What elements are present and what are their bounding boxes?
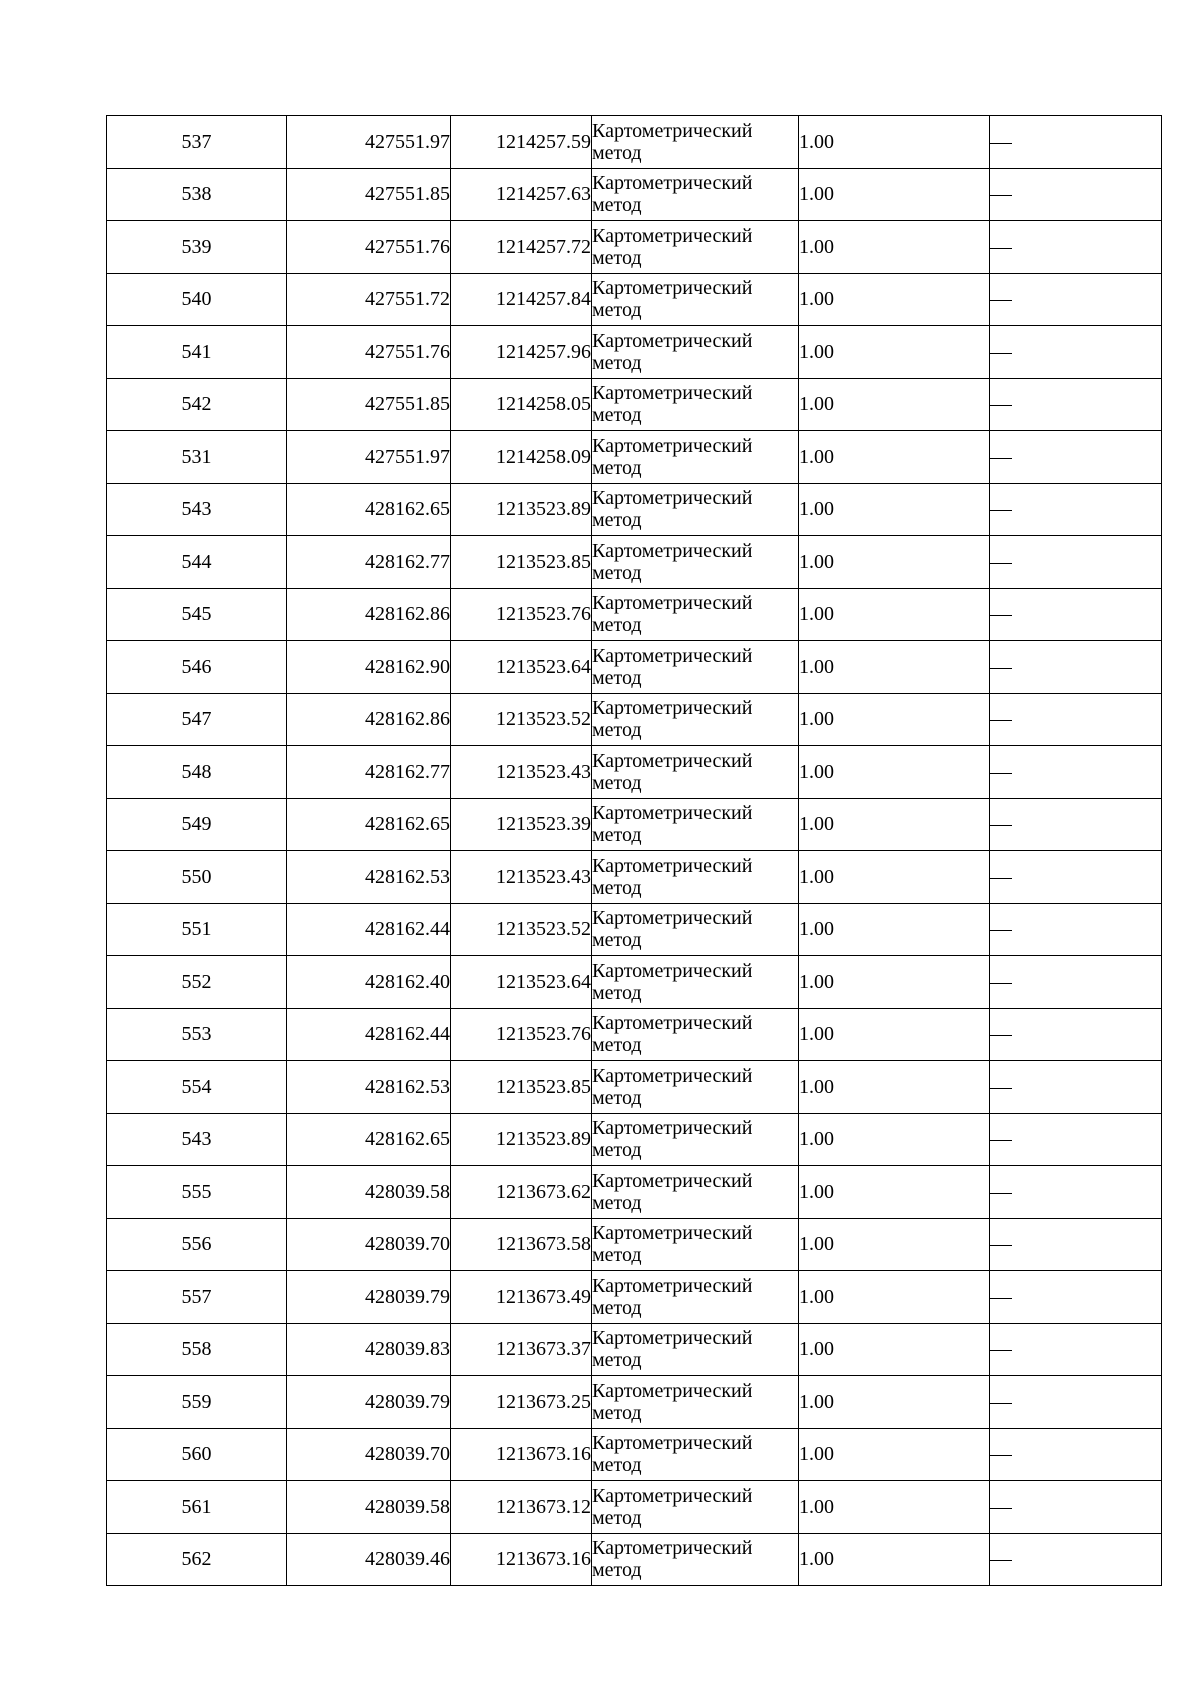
accuracy-cell: 1.00 bbox=[799, 903, 990, 956]
point-number-cell: 558 bbox=[107, 1323, 287, 1376]
point-number-cell: 548 bbox=[107, 746, 287, 799]
method-line-2: метод bbox=[592, 981, 642, 1004]
description-cell bbox=[990, 1061, 1162, 1114]
table-row bbox=[107, 1323, 1162, 1376]
method-line-1: Картометрический bbox=[592, 1222, 753, 1245]
table-row bbox=[107, 1113, 1162, 1166]
method-line-2: метод bbox=[592, 1506, 642, 1529]
table-row bbox=[107, 1376, 1162, 1429]
table-row bbox=[107, 431, 1162, 484]
accuracy-cell: 1.00 bbox=[799, 431, 990, 484]
x-coordinate-cell: 428039.79 bbox=[287, 1376, 451, 1429]
method-cell bbox=[592, 1428, 799, 1481]
method-line-2: метод bbox=[592, 1559, 642, 1582]
y-coordinate-cell: 1213523.85 bbox=[451, 1061, 592, 1114]
method-line-1: Картометрический bbox=[592, 907, 753, 930]
dash-mark bbox=[990, 825, 1012, 826]
point-number-cell: 557 bbox=[107, 1271, 287, 1324]
method-cell bbox=[592, 693, 799, 746]
description-cell bbox=[990, 798, 1162, 851]
x-coordinate-cell: 427551.72 bbox=[287, 273, 451, 326]
description-cell bbox=[990, 956, 1162, 1009]
table-row bbox=[107, 746, 1162, 799]
point-number-cell: 545 bbox=[107, 588, 287, 641]
y-coordinate-cell: 1213673.37 bbox=[451, 1323, 592, 1376]
x-coordinate-cell: 427551.85 bbox=[287, 168, 451, 221]
dash-mark bbox=[990, 1350, 1012, 1351]
accuracy-cell: 1.00 bbox=[799, 1323, 990, 1376]
y-coordinate-cell: 1213523.85 bbox=[451, 536, 592, 589]
table-row bbox=[107, 221, 1162, 274]
point-number-cell: 555 bbox=[107, 1166, 287, 1219]
table-row bbox=[107, 1428, 1162, 1481]
accuracy-cell: 1.00 bbox=[799, 1166, 990, 1219]
dash-mark bbox=[990, 720, 1012, 721]
table-row bbox=[107, 693, 1162, 746]
method-line-2: метод bbox=[592, 299, 642, 322]
table-row bbox=[107, 798, 1162, 851]
table-row bbox=[107, 1271, 1162, 1324]
point-number-cell: 538 bbox=[107, 168, 287, 221]
y-coordinate-cell: 1213523.64 bbox=[451, 956, 592, 1009]
table-row bbox=[107, 851, 1162, 904]
method-line-1: Картометрический bbox=[592, 224, 753, 247]
dash-mark bbox=[990, 1403, 1012, 1404]
method-line-1: Картометрический bbox=[592, 1117, 753, 1140]
method-line-1: Картометрический bbox=[592, 1537, 753, 1560]
method-cell bbox=[592, 1166, 799, 1219]
y-coordinate-cell: 1213673.62 bbox=[451, 1166, 592, 1219]
method-cell bbox=[592, 956, 799, 1009]
description-cell bbox=[990, 1008, 1162, 1061]
method-line-2: метод bbox=[592, 1454, 642, 1477]
x-coordinate-cell: 428162.90 bbox=[287, 641, 451, 694]
point-number-cell: 554 bbox=[107, 1061, 287, 1114]
method-cell bbox=[592, 588, 799, 641]
method-line-1: Картометрический bbox=[592, 329, 753, 352]
point-number-cell: 549 bbox=[107, 798, 287, 851]
accuracy-cell: 1.00 bbox=[799, 1533, 990, 1586]
point-number-cell: 547 bbox=[107, 693, 287, 746]
table-row bbox=[107, 641, 1162, 694]
accuracy-cell: 1.00 bbox=[799, 693, 990, 746]
accuracy-cell: 1.00 bbox=[799, 536, 990, 589]
description-cell bbox=[990, 851, 1162, 904]
x-coordinate-cell: 428162.86 bbox=[287, 693, 451, 746]
x-coordinate-cell: 428039.58 bbox=[287, 1166, 451, 1219]
description-cell bbox=[990, 903, 1162, 956]
method-cell bbox=[592, 1113, 799, 1166]
description-cell bbox=[990, 746, 1162, 799]
method-line-1: Картометрический bbox=[592, 1484, 753, 1507]
description-cell bbox=[990, 588, 1162, 641]
x-coordinate-cell: 428162.40 bbox=[287, 956, 451, 1009]
method-line-2: метод bbox=[592, 1034, 642, 1057]
y-coordinate-cell: 1213673.16 bbox=[451, 1428, 592, 1481]
accuracy-cell: 1.00 bbox=[799, 221, 990, 274]
dash-mark bbox=[990, 510, 1012, 511]
description-cell bbox=[990, 1166, 1162, 1219]
method-line-2: метод bbox=[592, 719, 642, 742]
x-coordinate-cell: 428039.70 bbox=[287, 1428, 451, 1481]
point-number-cell: 544 bbox=[107, 536, 287, 589]
method-line-2: метод bbox=[592, 929, 642, 952]
table-row bbox=[107, 273, 1162, 326]
description-cell bbox=[990, 1323, 1162, 1376]
y-coordinate-cell: 1213523.52 bbox=[451, 693, 592, 746]
method-line-2: метод bbox=[592, 1349, 642, 1372]
method-line-2: метод bbox=[592, 1191, 642, 1214]
method-cell bbox=[592, 1061, 799, 1114]
x-coordinate-cell: 427551.76 bbox=[287, 221, 451, 274]
x-coordinate-cell: 428162.65 bbox=[287, 1113, 451, 1166]
dash-mark bbox=[990, 1035, 1012, 1036]
point-number-cell: 556 bbox=[107, 1218, 287, 1271]
method-line-2: метод bbox=[592, 456, 642, 479]
method-line-1: Картометрический bbox=[592, 959, 753, 982]
x-coordinate-cell: 428039.58 bbox=[287, 1481, 451, 1534]
method-line-1: Картометрический bbox=[592, 119, 753, 142]
x-coordinate-cell: 428039.83 bbox=[287, 1323, 451, 1376]
y-coordinate-cell: 1213523.39 bbox=[451, 798, 592, 851]
description-cell bbox=[990, 536, 1162, 589]
method-line-1: Картометрический bbox=[592, 1012, 753, 1035]
y-coordinate-cell: 1214258.09 bbox=[451, 431, 592, 484]
point-number-cell: 560 bbox=[107, 1428, 287, 1481]
table-row bbox=[107, 116, 1162, 169]
dash-mark bbox=[990, 563, 1012, 564]
method-line-2: метод bbox=[592, 1244, 642, 1267]
point-number-cell: 543 bbox=[107, 1113, 287, 1166]
y-coordinate-cell: 1214258.05 bbox=[451, 378, 592, 431]
dash-mark bbox=[990, 615, 1012, 616]
method-line-1: Картометрический bbox=[592, 434, 753, 457]
table-row bbox=[107, 956, 1162, 1009]
method-line-2: метод bbox=[592, 876, 642, 899]
dash-mark bbox=[990, 878, 1012, 879]
method-line-1: Картометрический bbox=[592, 1327, 753, 1350]
method-cell bbox=[592, 273, 799, 326]
accuracy-cell: 1.00 bbox=[799, 1271, 990, 1324]
point-number-cell: 531 bbox=[107, 431, 287, 484]
method-cell bbox=[592, 903, 799, 956]
y-coordinate-cell: 1213523.52 bbox=[451, 903, 592, 956]
y-coordinate-cell: 1214257.96 bbox=[451, 326, 592, 379]
dash-mark bbox=[990, 1193, 1012, 1194]
description-cell bbox=[990, 1376, 1162, 1429]
dash-mark bbox=[990, 1298, 1012, 1299]
x-coordinate-cell: 428162.86 bbox=[287, 588, 451, 641]
x-coordinate-cell: 428162.44 bbox=[287, 1008, 451, 1061]
description-cell bbox=[990, 1428, 1162, 1481]
x-coordinate-cell: 427551.97 bbox=[287, 116, 451, 169]
accuracy-cell: 1.00 bbox=[799, 1481, 990, 1534]
method-line-1: Картометрический bbox=[592, 277, 753, 300]
method-cell bbox=[592, 483, 799, 536]
point-number-cell: 543 bbox=[107, 483, 287, 536]
method-cell bbox=[592, 1481, 799, 1534]
method-line-1: Картометрический bbox=[592, 1379, 753, 1402]
dash-mark bbox=[990, 405, 1012, 406]
method-line-2: метод bbox=[592, 509, 642, 532]
y-coordinate-cell: 1214257.63 bbox=[451, 168, 592, 221]
method-line-1: Картометрический bbox=[592, 592, 753, 615]
x-coordinate-cell: 428039.46 bbox=[287, 1533, 451, 1586]
method-cell bbox=[592, 378, 799, 431]
description-cell bbox=[990, 1113, 1162, 1166]
point-number-cell: 537 bbox=[107, 116, 287, 169]
accuracy-cell: 1.00 bbox=[799, 746, 990, 799]
description-cell bbox=[990, 641, 1162, 694]
x-coordinate-cell: 428162.65 bbox=[287, 798, 451, 851]
x-coordinate-cell: 428162.77 bbox=[287, 746, 451, 799]
method-cell bbox=[592, 431, 799, 484]
description-cell bbox=[990, 483, 1162, 536]
method-cell bbox=[592, 1008, 799, 1061]
accuracy-cell: 1.00 bbox=[799, 798, 990, 851]
accuracy-cell: 1.00 bbox=[799, 1428, 990, 1481]
method-line-2: метод bbox=[592, 1139, 642, 1162]
description-cell bbox=[990, 221, 1162, 274]
method-cell bbox=[592, 221, 799, 274]
description-cell bbox=[990, 1218, 1162, 1271]
description-cell bbox=[990, 273, 1162, 326]
y-coordinate-cell: 1213523.43 bbox=[451, 746, 592, 799]
point-number-cell: 551 bbox=[107, 903, 287, 956]
x-coordinate-cell: 427551.85 bbox=[287, 378, 451, 431]
dash-mark bbox=[990, 1560, 1012, 1561]
x-coordinate-cell: 428162.44 bbox=[287, 903, 451, 956]
x-coordinate-cell: 428162.53 bbox=[287, 851, 451, 904]
dash-mark bbox=[990, 195, 1012, 196]
point-number-cell: 559 bbox=[107, 1376, 287, 1429]
method-cell bbox=[592, 116, 799, 169]
method-line-1: Картометрический bbox=[592, 1274, 753, 1297]
x-coordinate-cell: 428039.70 bbox=[287, 1218, 451, 1271]
method-line-2: метод bbox=[592, 194, 642, 217]
method-cell bbox=[592, 1323, 799, 1376]
y-coordinate-cell: 1213673.49 bbox=[451, 1271, 592, 1324]
x-coordinate-cell: 428039.79 bbox=[287, 1271, 451, 1324]
method-line-2: метод bbox=[592, 246, 642, 269]
method-line-1: Картометрический bbox=[592, 382, 753, 405]
y-coordinate-cell: 1214257.72 bbox=[451, 221, 592, 274]
dash-mark bbox=[990, 983, 1012, 984]
table-row bbox=[107, 1533, 1162, 1586]
table-row bbox=[107, 378, 1162, 431]
method-cell bbox=[592, 1271, 799, 1324]
method-cell bbox=[592, 1533, 799, 1586]
method-line-2: метод bbox=[592, 404, 642, 427]
description-cell bbox=[990, 116, 1162, 169]
dash-mark bbox=[990, 930, 1012, 931]
y-coordinate-cell: 1214257.84 bbox=[451, 273, 592, 326]
dash-mark bbox=[990, 1455, 1012, 1456]
description-cell bbox=[990, 431, 1162, 484]
accuracy-cell: 1.00 bbox=[799, 483, 990, 536]
description-cell bbox=[990, 1481, 1162, 1534]
accuracy-cell: 1.00 bbox=[799, 326, 990, 379]
y-coordinate-cell: 1213673.12 bbox=[451, 1481, 592, 1534]
point-number-cell: 539 bbox=[107, 221, 287, 274]
coordinates-table-body bbox=[107, 116, 1162, 1586]
y-coordinate-cell: 1213673.25 bbox=[451, 1376, 592, 1429]
method-line-2: метод bbox=[592, 771, 642, 794]
method-line-2: метод bbox=[592, 824, 642, 847]
dash-mark bbox=[990, 1140, 1012, 1141]
accuracy-cell: 1.00 bbox=[799, 1061, 990, 1114]
method-line-2: метод bbox=[592, 561, 642, 584]
accuracy-cell: 1.00 bbox=[799, 273, 990, 326]
dash-mark bbox=[990, 143, 1012, 144]
dash-mark bbox=[990, 353, 1012, 354]
method-cell bbox=[592, 168, 799, 221]
coordinates-table bbox=[106, 115, 1162, 1586]
dash-mark bbox=[990, 773, 1012, 774]
y-coordinate-cell: 1214257.59 bbox=[451, 116, 592, 169]
point-number-cell: 561 bbox=[107, 1481, 287, 1534]
point-number-cell: 550 bbox=[107, 851, 287, 904]
dash-mark bbox=[990, 1245, 1012, 1246]
table-row bbox=[107, 1218, 1162, 1271]
method-cell bbox=[592, 1376, 799, 1429]
method-cell bbox=[592, 326, 799, 379]
x-coordinate-cell: 428162.53 bbox=[287, 1061, 451, 1114]
method-line-1: Картометрический bbox=[592, 697, 753, 720]
x-coordinate-cell: 428162.65 bbox=[287, 483, 451, 536]
method-line-1: Картометрический bbox=[592, 172, 753, 195]
table-row bbox=[107, 326, 1162, 379]
accuracy-cell: 1.00 bbox=[799, 168, 990, 221]
method-cell bbox=[592, 1218, 799, 1271]
dash-mark bbox=[990, 1508, 1012, 1509]
method-line-2: метод bbox=[592, 614, 642, 637]
description-cell bbox=[990, 168, 1162, 221]
accuracy-cell: 1.00 bbox=[799, 1218, 990, 1271]
table-row bbox=[107, 483, 1162, 536]
method-line-2: метод bbox=[592, 666, 642, 689]
accuracy-cell: 1.00 bbox=[799, 851, 990, 904]
table-row bbox=[107, 1166, 1162, 1219]
method-line-2: метод bbox=[592, 1401, 642, 1424]
description-cell bbox=[990, 1533, 1162, 1586]
point-number-cell: 546 bbox=[107, 641, 287, 694]
y-coordinate-cell: 1213523.43 bbox=[451, 851, 592, 904]
method-cell bbox=[592, 641, 799, 694]
accuracy-cell: 1.00 bbox=[799, 588, 990, 641]
x-coordinate-cell: 427551.97 bbox=[287, 431, 451, 484]
method-line-1: Картометрический bbox=[592, 487, 753, 510]
table-row bbox=[107, 903, 1162, 956]
method-line-1: Картометрический bbox=[592, 539, 753, 562]
method-cell bbox=[592, 798, 799, 851]
x-coordinate-cell: 427551.76 bbox=[287, 326, 451, 379]
description-cell bbox=[990, 326, 1162, 379]
accuracy-cell: 1.00 bbox=[799, 378, 990, 431]
dash-mark bbox=[990, 300, 1012, 301]
point-number-cell: 541 bbox=[107, 326, 287, 379]
accuracy-cell: 1.00 bbox=[799, 1113, 990, 1166]
description-cell bbox=[990, 1271, 1162, 1324]
method-cell bbox=[592, 851, 799, 904]
accuracy-cell: 1.00 bbox=[799, 956, 990, 1009]
table-row bbox=[107, 1008, 1162, 1061]
method-line-1: Картометрический bbox=[592, 1432, 753, 1455]
method-line-2: метод bbox=[592, 1296, 642, 1319]
point-number-cell: 540 bbox=[107, 273, 287, 326]
method-line-1: Картометрический bbox=[592, 749, 753, 772]
method-line-1: Картометрический bbox=[592, 1064, 753, 1087]
point-number-cell: 562 bbox=[107, 1533, 287, 1586]
table-row bbox=[107, 536, 1162, 589]
method-line-2: метод bbox=[592, 141, 642, 164]
y-coordinate-cell: 1213673.16 bbox=[451, 1533, 592, 1586]
y-coordinate-cell: 1213523.76 bbox=[451, 1008, 592, 1061]
dash-mark bbox=[990, 668, 1012, 669]
point-number-cell: 542 bbox=[107, 378, 287, 431]
point-number-cell: 553 bbox=[107, 1008, 287, 1061]
y-coordinate-cell: 1213523.89 bbox=[451, 483, 592, 536]
method-line-2: метод bbox=[592, 351, 642, 374]
dash-mark bbox=[990, 248, 1012, 249]
table-row bbox=[107, 168, 1162, 221]
table-row bbox=[107, 1061, 1162, 1114]
description-cell bbox=[990, 378, 1162, 431]
y-coordinate-cell: 1213523.76 bbox=[451, 588, 592, 641]
dash-mark bbox=[990, 458, 1012, 459]
method-line-1: Картометрический bbox=[592, 802, 753, 825]
method-cell bbox=[592, 536, 799, 589]
accuracy-cell: 1.00 bbox=[799, 116, 990, 169]
description-cell bbox=[990, 693, 1162, 746]
table-row bbox=[107, 588, 1162, 641]
accuracy-cell: 1.00 bbox=[799, 1376, 990, 1429]
method-line-2: метод bbox=[592, 1086, 642, 1109]
point-number-cell: 552 bbox=[107, 956, 287, 1009]
y-coordinate-cell: 1213523.89 bbox=[451, 1113, 592, 1166]
dash-mark bbox=[990, 1088, 1012, 1089]
method-line-1: Картометрический bbox=[592, 1169, 753, 1192]
y-coordinate-cell: 1213673.58 bbox=[451, 1218, 592, 1271]
method-line-1: Картометрический bbox=[592, 854, 753, 877]
method-cell bbox=[592, 746, 799, 799]
method-line-1: Картометрический bbox=[592, 644, 753, 667]
accuracy-cell: 1.00 bbox=[799, 1008, 990, 1061]
table-row bbox=[107, 1481, 1162, 1534]
y-coordinate-cell: 1213523.64 bbox=[451, 641, 592, 694]
x-coordinate-cell: 428162.77 bbox=[287, 536, 451, 589]
accuracy-cell: 1.00 bbox=[799, 641, 990, 694]
